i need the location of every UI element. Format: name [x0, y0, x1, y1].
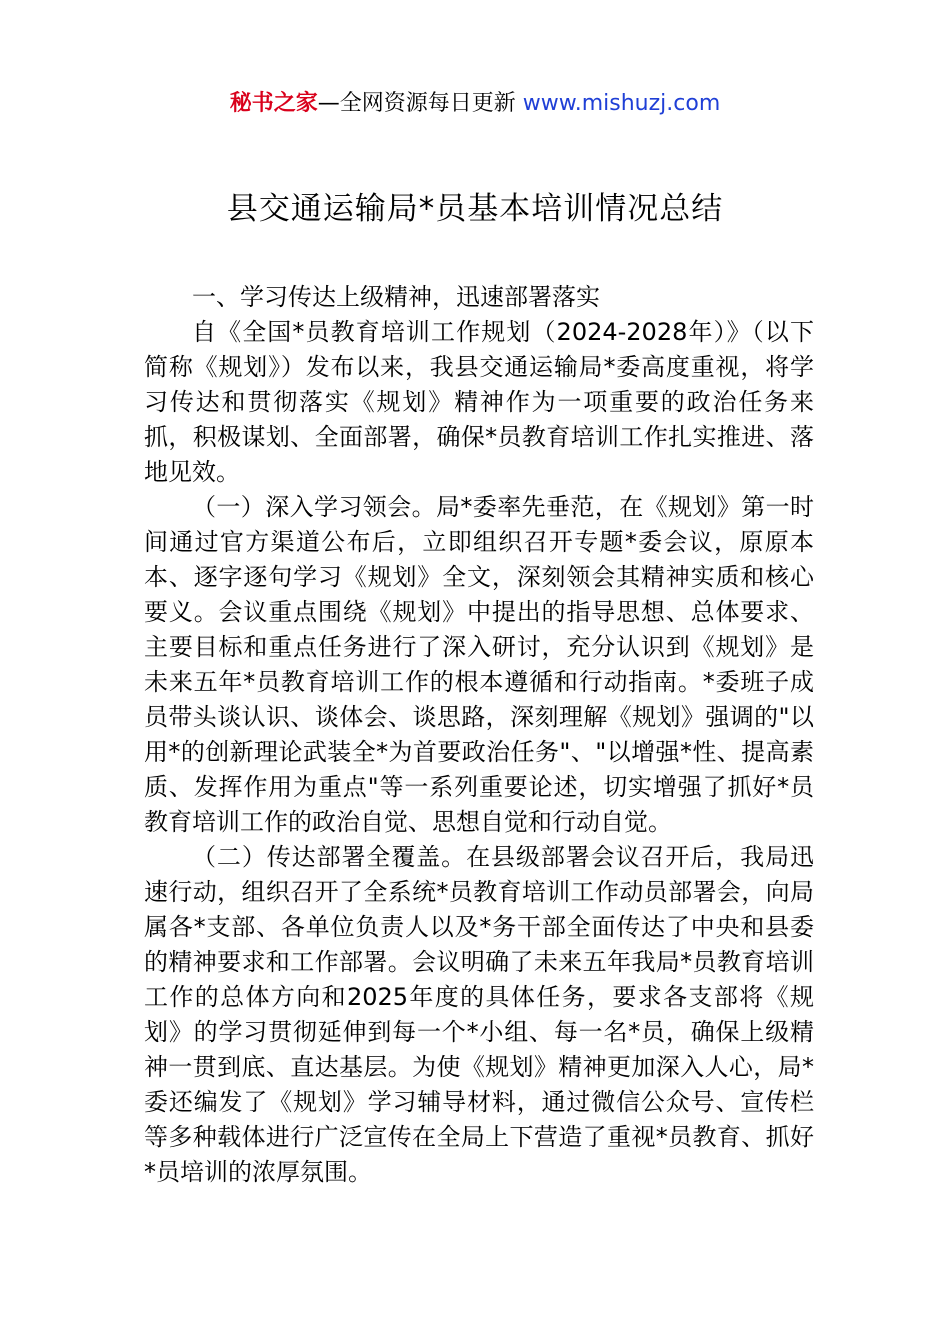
document-title: 县交通运输局*员基本培训情况总结: [226, 191, 724, 227]
site-header: [0, 88, 950, 120]
body-paragraph: 自《全国*员教育培训工作规划（2024-2028年）》（以下简称《规划》）发布以来，我县交通运输局*委高度重视，将学习传达和贯彻落实《规划》精神作为一项重要的政治任务来抓，积极谋划、全面部署，确保*员教育培训工作扎实推进、落地见效。: [144, 318, 814, 486]
body-paragraph: （一）深入学习领会。局*委率先垂范，在《规划》第一时间通过官方渠道公布后，立即组织召开专题*委会议，原原本本、逐字逐句学习《规划》全文，深刻领会其精神实质和核心要义。会议重点围绕《规划》中提出的指导思想、总体要求、主要目标和重点任务进行了深入研讨，充分认识到《规划》是未来五年*员教育培训工作的根本遵循和行动指南。*委班子成员带头谈认识、谈体会、谈思路，深刻理解《规划》强调的"以用*的创新理论武装全*为首要政治任务"、"以增强*性、提高素质、发挥作用为重点"等一系列重要论述，切实增强了抓好*员教育培训工作的政治自觉、思想自觉和行动自觉。: [144, 493, 814, 836]
brand-name: 秘书之家: [229, 91, 318, 116]
site-url-link[interactable]: www.mishuzj.com: [522, 91, 721, 116]
document-body: [144, 280, 814, 1190]
body-paragraph: （二）传达部署全覆盖。在县级部署会议召开后，我局迅速行动，组织召开了全系统*员教育培训工作动员部署会，向局属各*支部、各单位负责人以及*务干部全面传达了中央和县委的精神要求和工作部署。会议明确了未来五年我局*员教育培训工作的总体方向和2025年度的具体任务，要求各支部将《规划》的学习贯彻延伸到每一个*小组、每一名*员，确保上级精神一贯到底、直达基层。为使《规划》精神更加深入人心，局*委还编发了《规划》学习辅导材料，通过微信公众号、宣传栏等多种载体进行广泛宣传在全局上下营造了重视*员教育、抓好*员培训的浓厚氛围。: [144, 843, 814, 1186]
header-tagline: —全网资源每日更新: [317, 91, 523, 116]
section-heading: 一、学习传达上级精神，迅速部署落实: [192, 283, 600, 311]
